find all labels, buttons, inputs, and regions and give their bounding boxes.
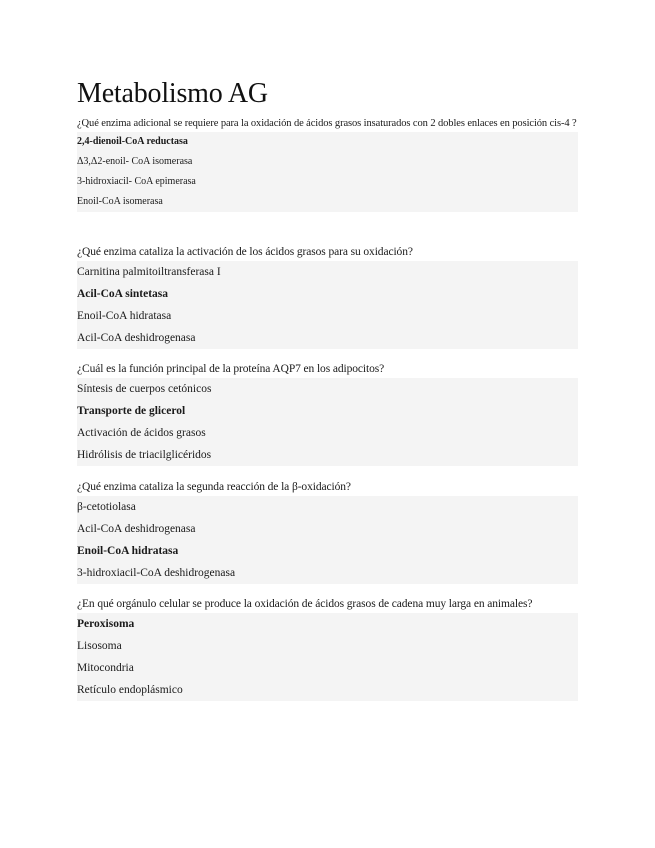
answer-option: 3-hidroxiacil-CoA deshidrogenasa (77, 567, 236, 579)
answer-option: Acil-CoA deshidrogenasa (77, 332, 196, 344)
answer-option-correct: Enoil-CoA hidratasa (77, 545, 179, 557)
answer-option: Carnitina palmitoiltransferasa I (77, 266, 221, 278)
answer-option: Enoil-CoA hidratasa (77, 310, 172, 322)
answer-options (77, 613, 578, 701)
answer-option: β-cetotiolasa (77, 501, 136, 513)
answer-options (77, 132, 578, 212)
question-block-2 (77, 244, 578, 349)
document-title: Metabolismo AG (77, 78, 268, 109)
question-text: ¿Qué enzima cataliza la activación de los ácidos grasos para su oxidación? (77, 246, 413, 258)
question-text: ¿Qué enzima adicional se requiere para la oxidación de ácidos grasos insaturados con 2 dobles enlaces en posición cis-4 ? (77, 118, 577, 129)
answer-option: Acil-CoA deshidrogenasa (77, 523, 196, 535)
answer-option: Activación de ácidos grasos (77, 427, 206, 439)
answer-option: Δ3,Δ2-enoil- CoA isomerasa (77, 156, 193, 167)
answer-options (77, 496, 578, 584)
question-text: ¿Qué enzima cataliza la segunda reacción de la β-oxidación? (77, 481, 351, 493)
answer-option-correct: 2,4-dienoil-CoA reductasa (77, 136, 188, 147)
answer-option-correct: Transporte de glicerol (77, 405, 186, 417)
question-block-3 (77, 361, 578, 466)
question-block-5 (77, 596, 578, 701)
answer-option: Mitocondria (77, 662, 134, 674)
answer-option-correct: Peroxisoma (77, 618, 135, 630)
answer-option: Retículo endoplásmico (77, 684, 183, 696)
answer-option-correct: Acil-CoA sintetasa (77, 288, 169, 300)
answer-option: Síntesis de cuerpos cetónicos (77, 383, 212, 395)
question-text: ¿En qué orgánulo celular se produce la oxidación de ácidos grasos de cadena muy larga en animales? (77, 598, 533, 610)
answer-option: 3-hidroxiacil- CoA epimerasa (77, 176, 196, 187)
question-text: ¿Cuál es la función principal de la proteína AQP7 en los adipocitos? (77, 363, 385, 375)
answer-options (77, 378, 578, 466)
answer-option: Hidrólisis de triacilglicéridos (77, 449, 212, 461)
answer-option: Lisosoma (77, 640, 122, 652)
question-block-4 (77, 479, 578, 584)
answer-options (77, 261, 578, 349)
question-block-1 (77, 116, 578, 212)
answer-option: Enoil-CoA isomerasa (77, 196, 163, 207)
